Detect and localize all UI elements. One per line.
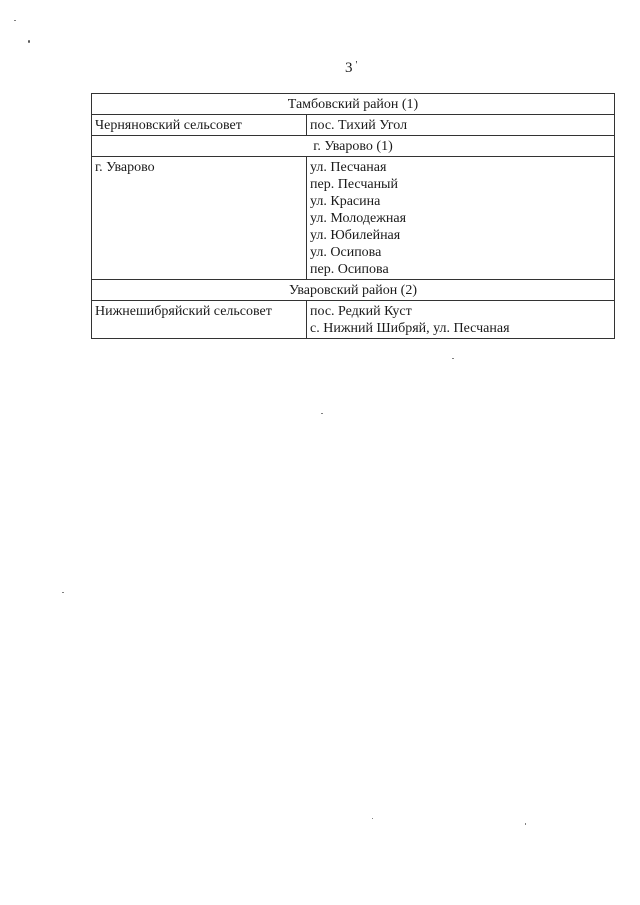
table-row [92,157,615,280]
page-number [345,60,357,77]
table-row [92,301,615,339]
scan-speck [321,413,323,414]
table-row [92,115,615,136]
page-number-mark: ' [355,60,358,71]
street-item: ул. Песчаная [310,160,387,175]
street-item: ул. Молодежная [310,211,407,226]
street-item: пос. Тихий Угол [310,118,408,133]
scan-speck [28,40,30,43]
street-list [307,157,615,280]
scan-speck [525,823,526,825]
section-title: г. Уварово (1) [92,136,615,157]
street-list [307,115,615,136]
locality-name: Нижнешибряйский сельсовет [92,301,307,339]
scan-speck [14,20,16,21]
section-header-row [92,280,615,301]
street-item: ул. Красина [310,194,381,209]
page-number-value: 3 [345,60,353,76]
section-title: Уваровский район (2) [92,280,615,301]
section-header-row [92,94,615,115]
street-item: ул. Осипова [310,245,382,260]
street-list [307,301,615,339]
street-item: пер. Осипова [310,262,389,277]
settlement-table [91,93,615,339]
locality-name: г. Уварово [92,157,307,280]
section-title: Тамбовский район (1) [92,94,615,115]
street-item: пер. Песчаный [310,177,398,192]
scan-speck [452,358,454,359]
section-header-row [92,136,615,157]
street-item: ул. Юбилейная [310,228,401,243]
scan-speck [62,592,64,593]
locality-name: Черняновский сельсовет [92,115,307,136]
scan-speck [372,818,373,819]
street-item: с. Нижний Шибряй, ул. Песчаная [310,321,510,336]
street-item: пос. Редкий Куст [310,304,412,319]
